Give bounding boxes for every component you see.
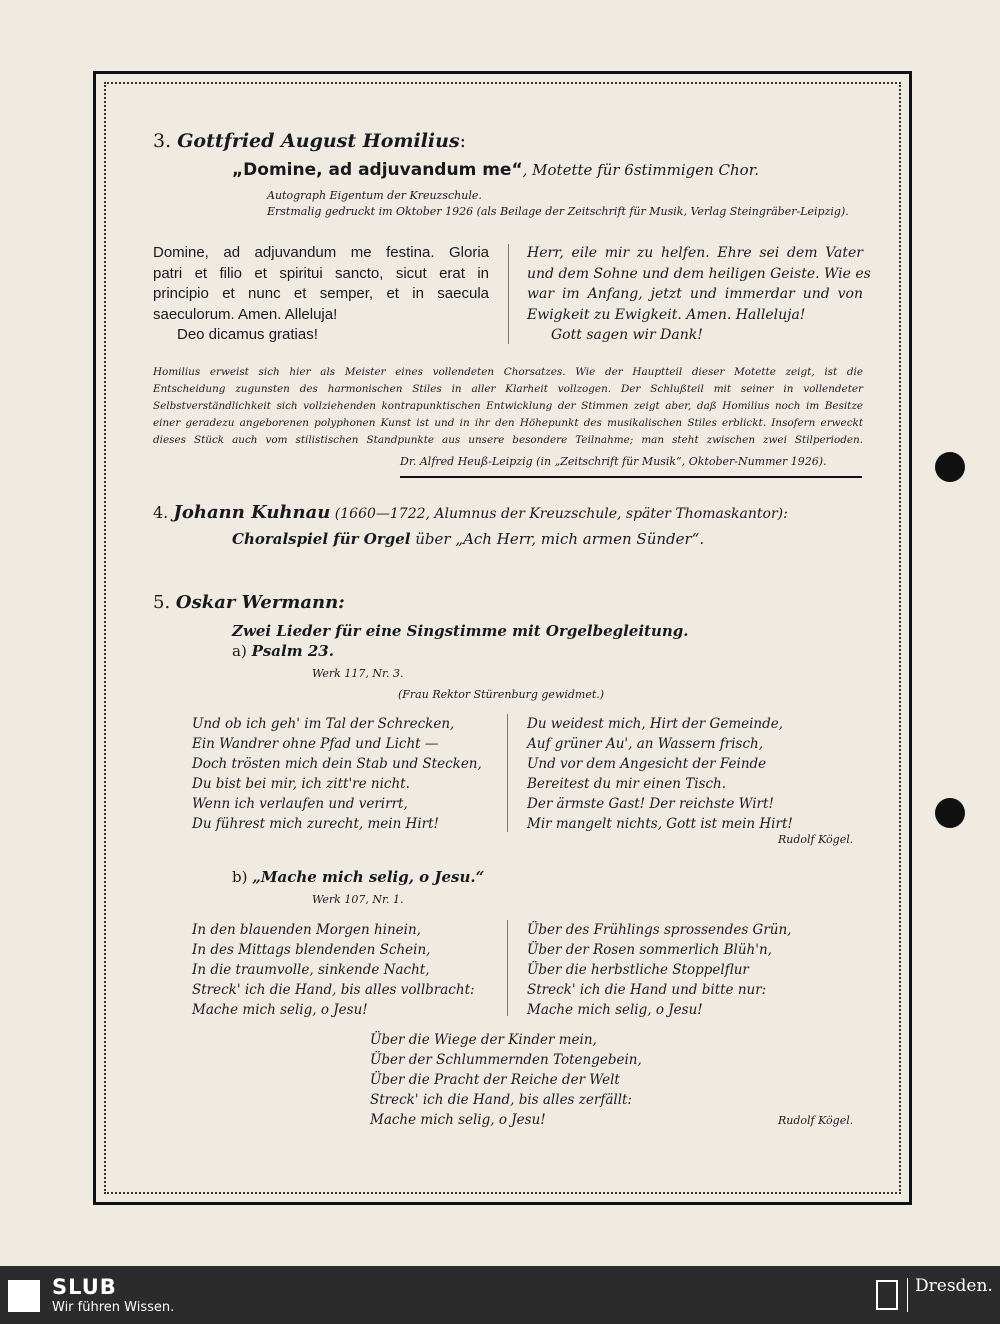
verse-line: Auf grüner Au', an Wassern frisch, [527, 736, 763, 752]
verse-line: Du weidest mich, Hirt der Gemeinde, [527, 716, 784, 732]
composer-name: Oskar Wermann: [175, 592, 345, 613]
verse-line: In die traumvolle, sinkende Nacht, [192, 962, 430, 978]
column-divider [507, 714, 508, 832]
composer-name: Gottfried August Homilius [177, 130, 460, 152]
section-number: 5. [153, 592, 171, 613]
citation-text: Dr. Alfred Heuß-Leipzig (in „Zeitschrift für Musik“, Oktober-Nummer 1926). [400, 455, 827, 468]
song-title: „Mache mich selig, o Jesu.“ [252, 868, 485, 886]
latin-line: Deo dicamus gratias! [177, 326, 318, 344]
commentary-line: Selbstverständlichkeit sich vollziehenden kontrapunktischen Entwicklung der Stimmen zeigt aber, daß Homilius noch im Besitze [153, 400, 863, 412]
song-title: Psalm 23. [251, 642, 334, 660]
song-b-opus: Werk 107, Nr. 1. [312, 893, 404, 906]
german-line: Gott sagen wir Dank! [551, 327, 703, 344]
verse-line: Über des Frühlings sprossendes Grün, [527, 922, 792, 938]
commentary-paragraph [153, 364, 863, 449]
slub-tagline: Wir führen Wissen. [52, 1300, 175, 1315]
song-a-dedication: (Frau Rektor Stürenburg gewidmet.) [398, 688, 605, 701]
commentary-line: Homilius erweist sich hier als Meister eines vollendeten Chorsatzes. Wie der Hauptteil dieser Motette zeigt, ist die [153, 366, 863, 378]
song-a-author: Rudolf Kögel. [778, 833, 854, 846]
slub-brand[interactable]: SLUB [52, 1275, 117, 1299]
dresden-logo-text[interactable]: Dresden. [915, 1276, 993, 1296]
german-line: war im Anfang, jetzt und immerdar und von [527, 286, 863, 303]
dresden-coat-of-arms-icon [876, 1280, 898, 1310]
commentary-line: Entscheidung zugunsten des harmonischen Stiles in aller Klarheit vollzogen. Der Schlußteil mit seiner in vollendeter [153, 383, 863, 395]
latin-line: Domine, ad adjuvandum me festina. Gloria [153, 244, 489, 261]
section-number: 3. [153, 130, 172, 152]
song-a-stanza-left [192, 714, 512, 834]
section-number: 4. [153, 503, 169, 522]
slub-footer-bar [0, 1266, 1000, 1324]
verse-line: In des Mittags blendenden Schein, [192, 942, 431, 958]
section-3-heading [153, 130, 466, 152]
verse-line: In den blauenden Morgen hinein, [192, 922, 421, 938]
latin-line: principio et nunc et semper, et in saecula [153, 285, 489, 303]
work-description: über „Ach Herr, mich armen Sünder“. [410, 530, 705, 548]
section-4-work [232, 530, 704, 548]
verse-line: Mir mangelt nichts, Gott ist mein Hirt! [527, 816, 793, 832]
verse-line: Wenn ich verlaufen und verirrt, [192, 796, 408, 812]
verse-line: Über der Schlummernden Totengebein, [370, 1052, 642, 1068]
latin-text [153, 243, 489, 346]
print-note: Erstmalig gedruckt im Oktober 1926 (als Beilage der Zeitschrift für Musik, Verlag Steingräber-Leipzig). [267, 205, 849, 218]
commentary-line: einer geradezu angeborenen polyphonen Kunst ist und in ihr den Höhepunkt des musikalischen Stiles erblickt. Insofern erweckt [153, 417, 863, 429]
verse-line: Der ärmste Gast! Der reichste Wirt! [527, 796, 774, 812]
work-title: Choralspiel für Orgel [232, 530, 411, 548]
verse-line: Streck' ich die Hand, bis alles zerfällt: [370, 1092, 632, 1108]
song-b-stanza-right [527, 920, 857, 1020]
songs-heading: Zwei Lieder für eine Singstimme mit Orgelbegleitung. [232, 622, 689, 640]
verse-line: Über die herbstliche Stoppelflur [527, 962, 749, 978]
german-line: und dem Sohne und dem heiligen Geiste. Wie es [527, 265, 871, 282]
song-a-stanza-right [527, 714, 857, 834]
verse-line: Streck' ich die Hand, bis alles vollbracht: [192, 982, 475, 998]
section-5-heading [153, 592, 345, 613]
verse-line: Über die Wiege der Kinder mein, [370, 1032, 597, 1048]
german-line: Ewigkeit zu Ewigkeit. Amen. Halleluja! [527, 306, 806, 323]
song-a-opus: Werk 117, Nr. 3. [312, 667, 404, 680]
column-divider [507, 920, 508, 1016]
heading-colon: : [459, 130, 467, 152]
verse-line: Bereitest du mir einen Tisch. [527, 776, 726, 792]
verse-line: Doch trösten mich dein Stab und Stecken, [192, 756, 482, 772]
verse-line: Mache mich selig, o Jesu! [370, 1112, 546, 1128]
commentary-line: dieses Stück auch vom stilistischen Standpunkte aus unsere besondere Teilnahme; man steht zwischen zwei Stilperioden. [153, 434, 863, 446]
verse-line: Und ob ich geh' im Tal der Schrecken, [192, 716, 455, 732]
work-title: „Domine, ad adjuvandum me“ [232, 160, 523, 180]
song-label: a) [232, 642, 247, 660]
latin-line: saeculorum. Amen. Alleluja! [153, 305, 338, 323]
song-b-stanza-center [370, 1030, 690, 1130]
composer-bio: (1660—1722, Alumnus der Kreuzschule, später Thomaskantor): [330, 506, 788, 522]
latin-line: patri et filio et spiritui sancto, sicut erat in [153, 264, 489, 282]
binding-hole-bottom [935, 798, 965, 828]
german-line: Herr, eile mir zu helfen. Ehre sei dem Vater [527, 245, 863, 261]
footer-divider [907, 1278, 908, 1312]
section-3-work [232, 160, 759, 180]
song-a-title [232, 642, 334, 660]
german-text [527, 243, 871, 346]
verse-line: Streck' ich die Hand und bitte nur: [527, 982, 767, 998]
verse-line: Mache mich selig, o Jesu! [527, 1002, 703, 1018]
song-b-title [232, 868, 484, 886]
song-label: b) [232, 868, 248, 886]
verse-line: Du führest mich zurecht, mein Hirt! [192, 816, 439, 832]
citation-underline [400, 476, 862, 478]
verse-line: Du bist bei mir, ich zitt're nicht. [192, 776, 410, 792]
commentary-citation [400, 455, 827, 468]
column-divider [508, 244, 509, 344]
verse-line: Mache mich selig, o Jesu! [192, 1002, 368, 1018]
song-b-stanza-left [192, 920, 512, 1020]
work-description: , Motette für 6stimmigen Chor. [522, 161, 759, 179]
verse-line: Über der Rosen sommerlich Blüh'n, [527, 942, 772, 958]
slub-logo-icon [8, 1280, 40, 1312]
section-4-heading [153, 502, 788, 523]
song-b-author: Rudolf Kögel. [778, 1114, 854, 1127]
autograph-note: Autograph Eigentum der Kreuzschule. [267, 189, 482, 202]
binding-hole-top [935, 452, 965, 482]
composer-name: Johann Kuhnau [173, 502, 331, 523]
verse-line: Und vor dem Angesicht der Feinde [527, 756, 767, 772]
verse-line: Über die Pracht der Reiche der Welt [370, 1072, 620, 1088]
verse-line: Ein Wandrer ohne Pfad und Licht — [192, 736, 439, 752]
